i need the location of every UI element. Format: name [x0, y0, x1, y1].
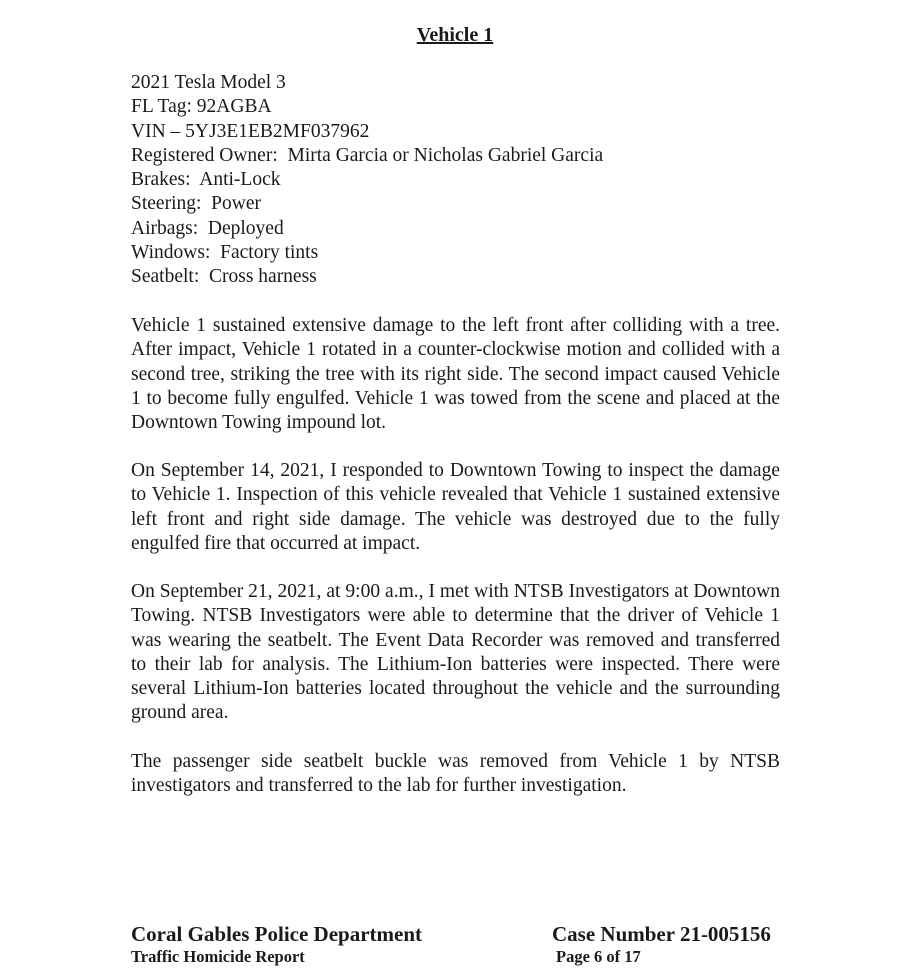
footer-left	[131, 922, 422, 968]
paragraph-inspection: On September 14, 2021, I responded to Downtown Towing to inspect the damage to Vehicle 1. Inspection of this vehicle revealed that Vehicle 1 sustained extensive left front and right side damage. The vehicle was destroyed due to the fully engulfed fire that occurred at impact.	[131, 460, 780, 554]
spec-owner: Registered Owner: Mirta Garcia or Nicholas Gabriel Garcia	[131, 144, 604, 166]
spec-model: 2021 Tesla Model 3	[131, 72, 286, 93]
section-heading: Vehicle 1	[416, 24, 494, 46]
department-name: Coral Gables Police Department	[131, 922, 423, 946]
case-number: Case Number 21-005156	[552, 922, 771, 946]
vehicle-specs	[131, 71, 791, 290]
paragraph-ntsb-meeting: On September 21, 2021, at 9:00 a.m., I met with NTSB Investigators at Downtown Towing. NTSB Investigators were able to determine that the driver of Vehicle 1 was wearing the seatbelt. The Event Data Recorder was removed and transferred to their lab for analysis. The Lithium-Ion batteries were inspected. There were several Lithium-Ion batteries located throughout the vehicle and the surrounding ground area.	[131, 581, 780, 724]
spec-windows: Windows: Factory tints	[131, 242, 319, 264]
report-type: Traffic Homicide Report	[131, 947, 305, 966]
spec-vin: VIN – 5YJ3E1EB2MF037962	[131, 120, 370, 142]
paragraph-damage: Vehicle 1 sustained extensive damage to the left front after colliding with a tree. After impact, Vehicle 1 rotated in a counter-clockwise motion and collided with a second tree, striking the tree with its right side. The second impact caused Vehicle 1 to become fully engulfed. Vehicle 1 was towed from the scene and placed at the Downtown Towing impound lot.	[131, 315, 780, 434]
spec-brakes: Brakes: Anti-Lock	[131, 169, 281, 191]
spec-seatbelt: Seatbelt: Cross harness	[131, 266, 317, 288]
paragraph-seatbelt-buckle: The passenger side seatbelt buckle was removed from Vehicle 1 by NTSB investigators and transferred to the lab for further investigation.	[131, 751, 780, 797]
spec-steering: Steering: Power	[131, 193, 261, 215]
page-number: Page 6 of 17	[556, 947, 641, 966]
spec-tag: FL Tag: 92AGBA	[131, 96, 272, 118]
footer-right	[552, 922, 771, 968]
spec-airbags: Airbags: Deployed	[131, 217, 284, 239]
